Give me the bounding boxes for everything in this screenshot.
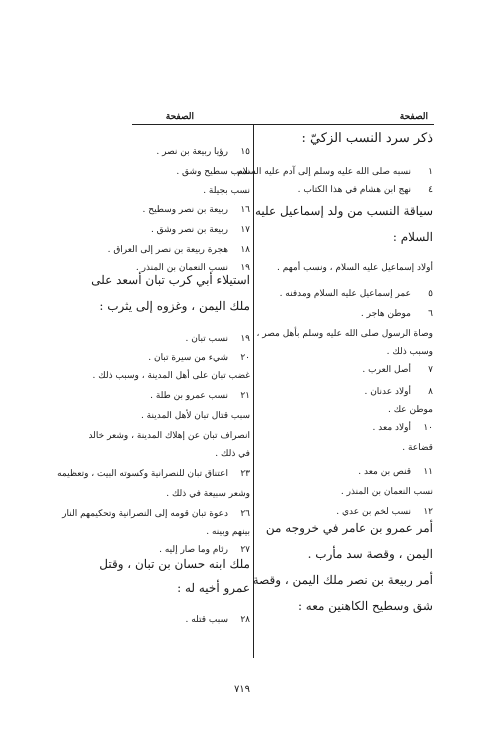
toc-entry: ٤نهج ابن هشام في هذا الكتاب . [297,185,433,195]
toc-entry: ١٨هجرة ربيعة بن نصر إلى العراق . [107,245,250,255]
toc-entry: وصاة الرسول صلى الله عليه وسلم بأهل مصر ، [256,329,433,339]
toc-entry: ١٢نسب لخم بن عدي . [336,507,433,517]
toc-entry: نسب النعمان بن المنذر . [340,487,433,497]
toc-heading: ملك ابنه حسان بن تبان ، وقتل [99,557,250,571]
toc-entry: في ذلك . [215,449,250,459]
toc-entry: ٢٠شيء من سيرة تبان . [148,353,250,363]
toc-entry: ٧أصل العرب . [362,365,433,375]
toc-entry: انصراف تبان عن إهلاك المدينة ، وشعر خالد [88,431,250,441]
toc-entry: غضب تبان على أهل المدينة ، وسبب ذلك . [92,371,250,381]
toc-entry: ١٦ربيعة بن نصر وسطيح . [142,205,250,215]
toc-entry: وسبب ذلك . [386,347,433,357]
toc-entry: ٨أولاد عدنان . [364,387,433,397]
toc-entry: ٢٨سبب قتله . [185,615,250,625]
toc-entry: نسب بجيلة . [203,186,250,196]
left-page-column-header: الصفحة [165,112,194,122]
toc-heading: أمر ربيعة بن نصر ملك اليمن ، وقصة [252,573,433,587]
toc-entry: ٢١نسب عمرو بن طلة . [150,391,250,401]
left-column [57,123,250,658]
toc-entry: موطن عك . [387,405,433,415]
toc-heading: أمر عمرو بن عامر في خروجه من [265,521,433,535]
toc-heading: سياقة النسب من ولد إسماعيل عليه [254,204,433,218]
toc-heading: شق وسطيح الكاهنين معه : [297,599,433,613]
toc-entry: ١٩نسب النعمان بن المنذر . [135,263,250,273]
toc-heading: اليمن ، وقصة سد مأرب . [307,547,433,561]
toc-entry: ١٩نسب تبان . [185,334,250,344]
toc-entry: بينهم وبينه . [206,527,250,537]
toc-entry: قضاعة . [402,443,433,453]
toc-heading: عمرو أخيه له : [177,581,250,595]
toc-entry: ٢٦دعوة تبان قومه إلى النصرانية وتحكيمهم النار [62,509,250,519]
toc-heading: ملك اليمن ، وغزوه إلى يثرب : [99,299,250,313]
toc-heading: ذكر سرد النسب الزكيّ : [301,131,433,146]
toc-heading: استيلاء أبي كرب تبان أسعد على [91,273,250,287]
toc-entry: ٢٣اعتناق تبان للنصرانية وكسوته البيت ، وتعظيمه [57,469,250,479]
toc-entry: نسب سطيح وشق . [176,167,250,177]
toc-entry: ٦موطن هاجر . [360,309,433,319]
right-page-column-header: الصفحة [399,112,428,122]
toc-heading: السلام : [392,230,433,244]
page-number: ٧١٩ [233,684,251,695]
toc-entry: وشعر سبيعة في ذلك . [166,489,250,499]
toc-entry: ١٧ربيعة بن نصر وشق . [150,225,250,235]
toc-entry: ١٠أولاد معد . [372,423,433,433]
toc-entry: ١٥رؤيا ربيعة بن نصر . [156,147,250,157]
toc-entry: ١نسبه صلى الله عليه وسلم إلى آدم عليه السلام . [231,167,433,177]
toc-entry: ٥عمر إسماعيل عليه السلام ومدفنه . [279,289,433,299]
toc-entry: سبب قتال تبان لأهل المدينة . [140,411,250,421]
toc-entry: ١١قنص بن معد . [358,467,433,477]
toc-entry: أولاد إسماعيل عليه السلام ، ونسب أمهم . [277,263,433,273]
toc-entry: ٢٧رئام وما صار إليه . [159,545,250,555]
